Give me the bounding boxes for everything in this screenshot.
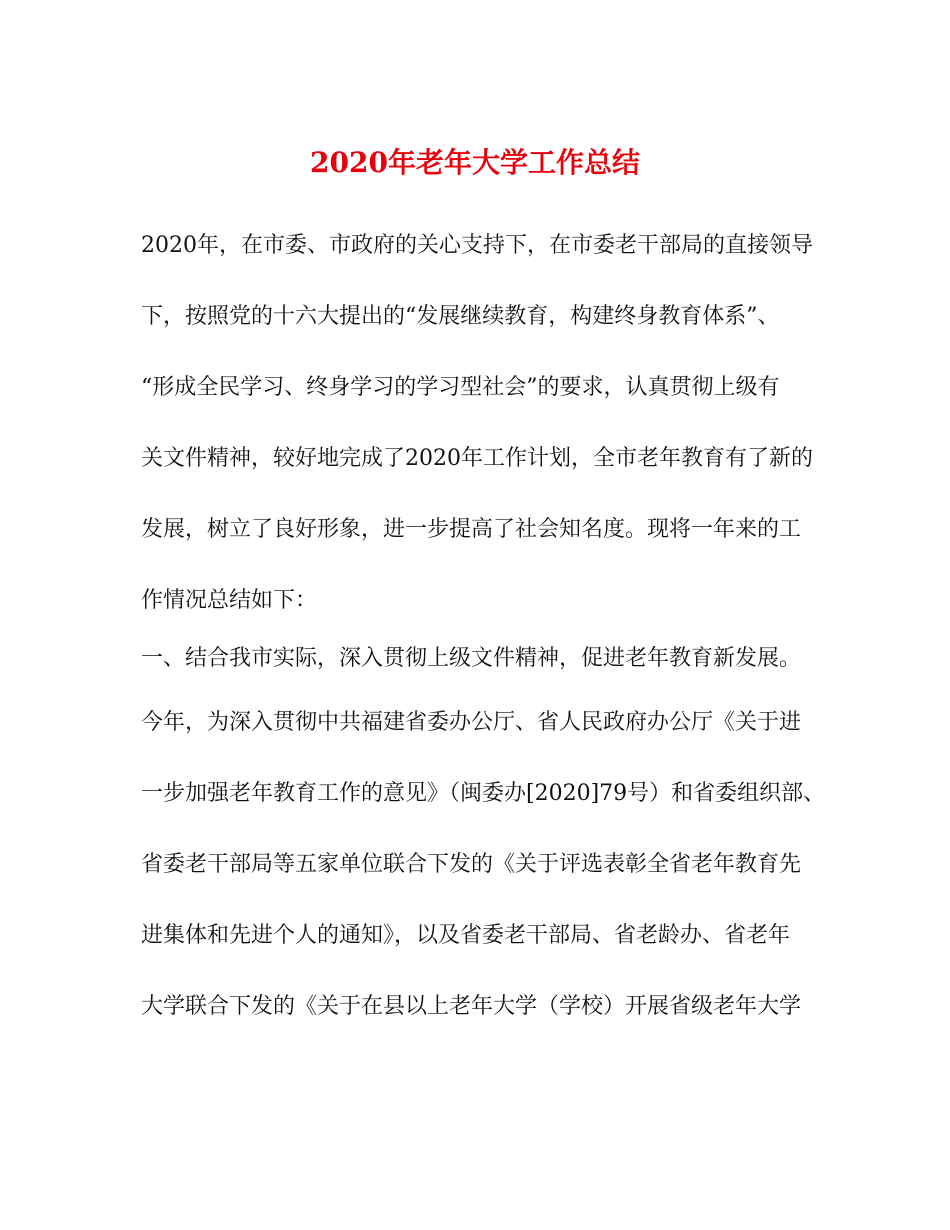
paragraph-line: 下，按照党的十六大提出的“发展继续教育，构建终身教育体系”、: [141, 304, 780, 329]
paragraph-line: 进集体和先进个人的通知》，以及省委老干部局、省老龄办、省老年: [141, 923, 791, 948]
paragraph-line: 关文件精神，较好地完成了2020年工作计划，全市老年教育有了新的: [141, 446, 813, 471]
paragraph-line: 作情况总结如下：: [141, 588, 318, 613]
paragraph-line: 2020年，在市委、市政府的关心支持下，在市委老干部局的直接领导: [141, 233, 813, 258]
paragraph-line: 发展，树立了良好形象，进一步提高了社会知名度。现将一年来的工: [141, 517, 802, 542]
paragraph-line: 一步加强老年教育工作的意见》（闽委办[2020]79号）和省委组织部、: [141, 781, 826, 806]
paragraph-line: 今年，为深入贯彻中共福建省委办公厅、省人民政府办公厅《关于进: [141, 710, 802, 735]
document-title: 2020年老年大学工作总结: [310, 146, 640, 179]
paragraph-line: “形成全民学习、终身学习的学习型社会”的要求，认真贯彻上级有: [141, 375, 780, 400]
paragraph-line: 省委老干部局等五家单位联合下发的《关于评选表彰全省老年教育先: [141, 852, 802, 877]
section-heading-line: 一、结合我市实际，深入贯彻上级文件精神，促进老年教育新发展。: [141, 646, 802, 671]
paragraph-line: 大学联合下发的《关于在县以上老年大学（学校）开展省级老年大学: [141, 994, 802, 1019]
